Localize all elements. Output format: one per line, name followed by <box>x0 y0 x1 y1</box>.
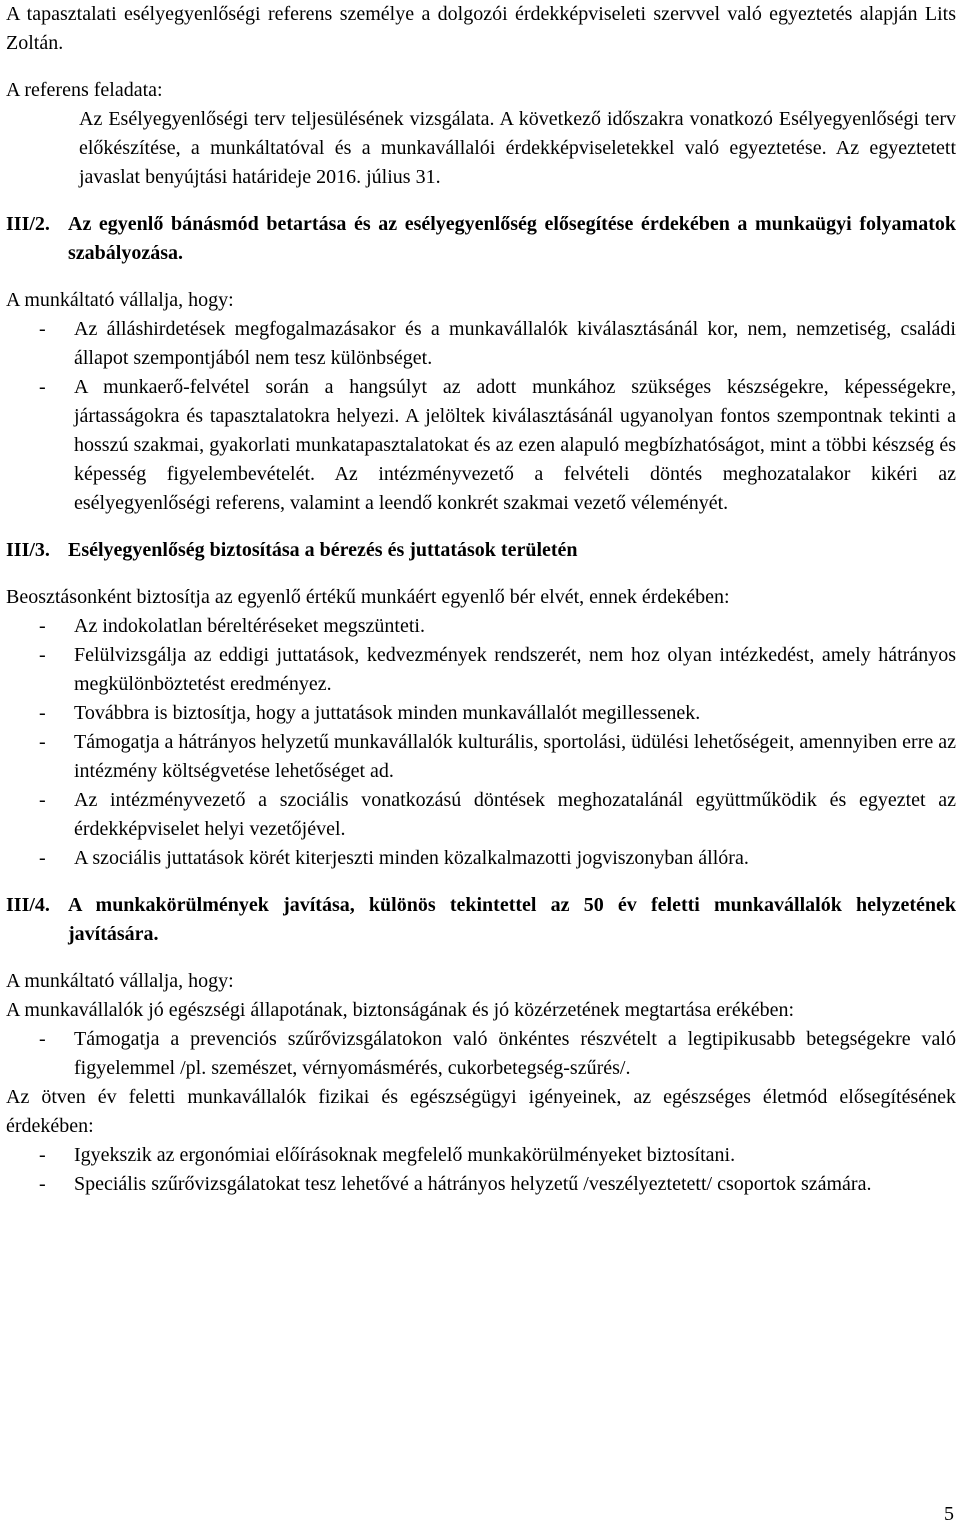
task-text: Az Esélyegyenlőségi terv teljesülésének vizsgálata. A következő időszakra vonatkozó Esélyegyenlőségi terv előkészítése, a munkáltatóval és a munkavállalói érdekképviseletekkel való egyeztetése. Az egyeztetett javaslat benyújtási határideje 2016. július 31. <box>79 108 956 188</box>
section-paragraph: Az ötven év feletti munkavállalók fizikai és egészségügyi igényeinek, az egészséges életmód elősegítésének érdekében: <box>6 1086 956 1137</box>
list-item: - A munkaerő-felvétel során a hangsúlyt az adott munkához szükséges készségekre, képességekre, jártasságokra és tapasztalatokra helyezi. A jelöltek kiválasztásánál ugyanolyan fontos szempontnak tekinti a hosszú szakmai, gyakorlati munkatapasztalatokat és az ezen alapuló megbízhatóságot, mint a többi készség és képesség figyelembevételét. Az intézményvezető a felvételi döntés meghozatalakor kikéri az esélyegyenlőségi referens, valamint a leendő konkrét szakmai vezető véleményét. <box>6 373 956 518</box>
section-title: Esélyegyenlőség biztosítása a bérezés és juttatások területén <box>68 539 578 561</box>
dash-marker: - <box>39 789 46 811</box>
dash-marker: - <box>39 318 46 340</box>
bullet-list <box>6 1025 956 1083</box>
list-item: - Az intézményvezető a szociális vonatkozású döntések meghozatalánál együttműködik és egyeztet az érdekképviselet helyi vezetőjével. <box>6 786 956 844</box>
section-title: A munkakörülmények javítása, különös tekintettel az 50 év feletti munkavállalók helyzetének javítására. <box>68 894 956 945</box>
list-item: - Továbbra is biztosítja, hogy a juttatások minden munkavállalót megillessenek. <box>6 699 956 728</box>
bullet-list <box>6 1141 956 1199</box>
bullet-list <box>6 612 956 873</box>
list-item: - Támogatja a hátrányos helyzetű munkavállalók kulturális, sportolási, üdülési lehetőségeit, amennyiben erre az intézmény költségvetése lehetőséget ad. <box>6 728 956 786</box>
list-item: - Támogatja a prevenciós szűrővizsgálatokon való önkéntes részvételt a legtipikusabb betegségekre való figyelemmel /pl. szemészet, vérnyomásmérés, cukorbetegség-szűrés/. <box>6 1025 956 1083</box>
section-lead: A munkáltató vállalja, hogy: <box>6 970 234 992</box>
bullet-list <box>6 315 956 518</box>
dash-marker: - <box>39 615 46 637</box>
section-heading-iii-3 <box>6 536 956 565</box>
document-body <box>6 0 956 1199</box>
task-label: A referens feladata: <box>6 79 163 101</box>
list-item: - Az álláshirdetések megfogalmazásakor és a munkavállalók kiválasztásánál kor, nem, nemzetiség, családi állapot szempontjából nem tesz különbséget. <box>6 315 956 373</box>
section-lead: A munkáltató vállalja, hogy: <box>6 289 234 311</box>
list-item: - A szociális juttatások körét kiterjeszti minden közalkalmazotti jogviszonyban állóra. <box>6 844 956 873</box>
list-item: - Az indokolatlan béreltéréseket megszünteti. <box>6 612 956 641</box>
page-number: 5 <box>944 1503 954 1525</box>
dash-marker: - <box>39 731 46 753</box>
dash-marker: - <box>39 1028 46 1050</box>
section-number: III/3. <box>6 539 50 561</box>
section-number: III/4. <box>6 894 50 916</box>
section-title: Az egyenlő bánásmód betartása és az esélyegyenlőség elősegítése érdekében a munkaügyi folyamatok szabályozása. <box>68 213 956 264</box>
section-heading-iii-2 <box>6 210 956 268</box>
section-number: III/2. <box>6 213 50 235</box>
dash-marker: - <box>39 702 46 724</box>
intro-paragraph: A tapasztalati esélyegyenlőségi referens személye a dolgozói érdekképviseleti szervvel való egyeztetés alapján Lits Zoltán. <box>6 3 956 54</box>
dash-marker: - <box>39 1173 46 1195</box>
dash-marker: - <box>39 1144 46 1166</box>
list-item: - Igyekszik az ergonómiai előírásoknak megfelelő munkakörülményeket biztosítani. <box>6 1141 956 1170</box>
dash-marker: - <box>39 376 46 398</box>
dash-marker: - <box>39 644 46 666</box>
list-item: - Felülvizsgálja az eddigi juttatások, kedvezmények rendszerét, nem hoz olyan intézkedést, amely hátrányos megkülönböztetést eredményez. <box>6 641 956 699</box>
dash-marker: - <box>39 847 46 869</box>
section-paragraph: A munkavállalók jó egészségi állapotának, biztonságának és jó közérzetének megtartása erékében: <box>6 999 795 1021</box>
section-lead: Beosztásonként biztosítja az egyenlő értékű munkáért egyenlő bér elvét, ennek érdekében: <box>6 586 730 608</box>
section-heading-iii-4 <box>6 891 956 949</box>
list-item: - Speciális szűrővizsgálatokat tesz lehetővé a hátrányos helyzetű /veszélyeztetett/ csoportok számára. <box>6 1170 956 1199</box>
